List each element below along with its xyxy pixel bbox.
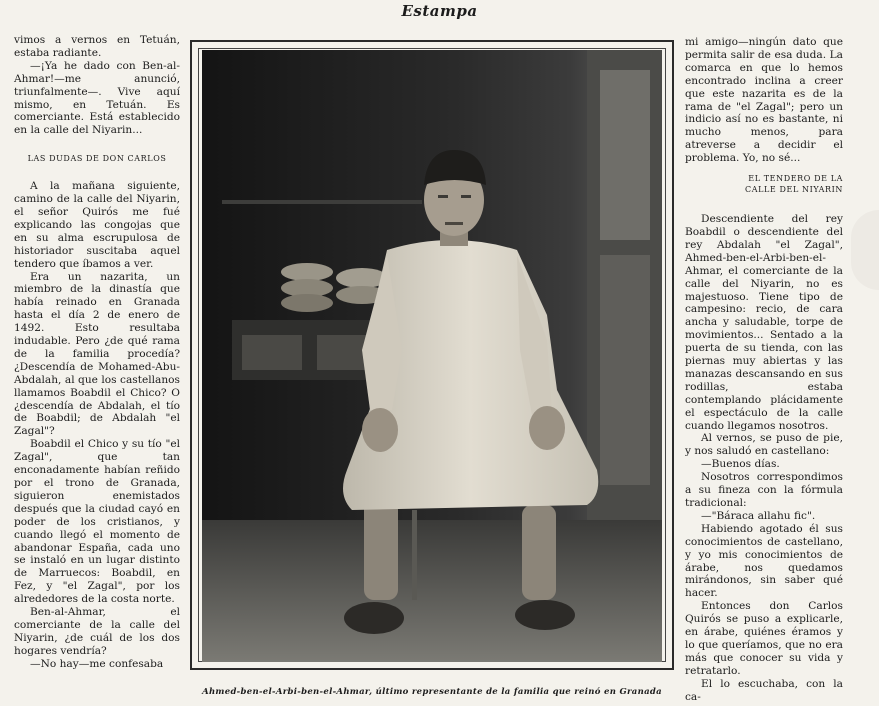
right-column: [685, 36, 843, 704]
paragraph: Era un nazarita, un miembro de la dinastía que había reinado en Granada hasta el día 2 de enero de 1492. Esto resultaba indudable. Pero ¿de qué rama de la familia procedía? ¿Descendía de Mohamed-Abu-Abdalah, al que los castellanos llamamos Boabdil el Chico? O ¿descendía de Abdalah, el tío de Boabdil; de Abdalah "el Zagal"?: [14, 270, 180, 438]
page-edge-shadow: [851, 210, 879, 290]
section-heading: [685, 173, 843, 195]
paragraph: El lo escuchaba, con la ca-: [685, 677, 843, 703]
section-heading-line: CALLE DEL NIYARIN: [745, 185, 843, 195]
paragraph: vimos a vernos en Tetuán, estaba radiante.: [14, 34, 180, 59]
paragraph: —"Báraca allahu fic".: [701, 509, 816, 522]
paragraph: —¡Ya he dado con Ben-al-Ahmar!—me anunció, triunfalmente—. Vive aquí mismo, en Tetuán. Es comerciante. Está establecido en la calle del Niyarin...: [14, 59, 180, 137]
photo-caption: Ahmed-ben-el-Arbi-ben-el-Ahmar, último representante de la familia que reinó en Granada: [202, 687, 662, 697]
paragraph: Al vernos, se puso de pie, y nos saludó en castellano:: [685, 432, 843, 458]
portrait-photo: [202, 50, 662, 662]
portrait-illustration: [202, 50, 662, 662]
section-heading: LAS DUDAS DE DON CARLOS: [27, 154, 167, 164]
paragraph: Boabdil el Chico y su tío "el Zagal", que tan enconadamente habían reñido por el trono de Granada, siguieron enemistados después que la ciudad cayó en poder de los cristianos, y cuando llegó el momento de abandonar España, cada uno se instaló en un lugar distinto de Marruecos: Boabdil, en Fez, y "el Zagal", por los alrededores de la costa norte.: [14, 438, 180, 606]
paragraph: —No hay—me confesaba: [30, 657, 164, 670]
left-column: [14, 34, 180, 671]
paragraph: Habiendo agotado él sus conocimientos de castellano, y yo mis conocimientos de árabe, nos quedamos mirándonos, sin saber qué hacer.: [685, 522, 843, 600]
paragraph: A la mañana siguiente, camino de la calle del Niyarin, el señor Quirós me fué explicando las congojas que en su alma escrupulosa de historiador suscitaba aquel tendero que íbamos a ver.: [14, 180, 180, 270]
paragraph: Nosotros correspondimos a su fineza con la fórmula tradicional:: [685, 471, 843, 509]
paragraph: Ben-al-Ahmar, el comerciante de la calle del Niyarin, ¿de cuál de los dos hogares vendría?: [14, 606, 180, 657]
paragraph: Entonces don Carlos Quirós se puso a explicarle, en árabe, quiénes éramos y lo que queríamos, que no era más que conocer su vida y retratarlo.: [685, 600, 843, 677]
paragraph: mi amigo—ningún dato que permita salir de esa duda. La comarca en que lo hemos encontrado inclina a creer que este nazarita es de la rama de "el Zagal"; pero un indicio así no es bastante, ni mucho menos, para atreverse a decidir el problema. Yo, no sé...: [685, 36, 843, 165]
paragraph: Descendiente del rey Boabdil o descendiente del rey Abdalah "el Zagal", Ahmed-ben-el-Arbi-ben-el-Ahmar, el comerciante de la calle del Niyarin, no es majestuoso. Tiene tipo de campesino: recio, de cara ancha y saludable, torpe de movimientos... Sentado a la puerta de su tienda, con las piernas muy abiertas y las manazas descansando en sus rodillas, estaba contemplando plácidamente el espectáculo de la calle cuando llegamos nosotros.: [685, 213, 843, 432]
paragraph: —Buenos días.: [701, 458, 780, 471]
masthead: Estampa: [401, 2, 478, 20]
section-heading-line: EL TENDERO DE LA: [748, 174, 843, 184]
